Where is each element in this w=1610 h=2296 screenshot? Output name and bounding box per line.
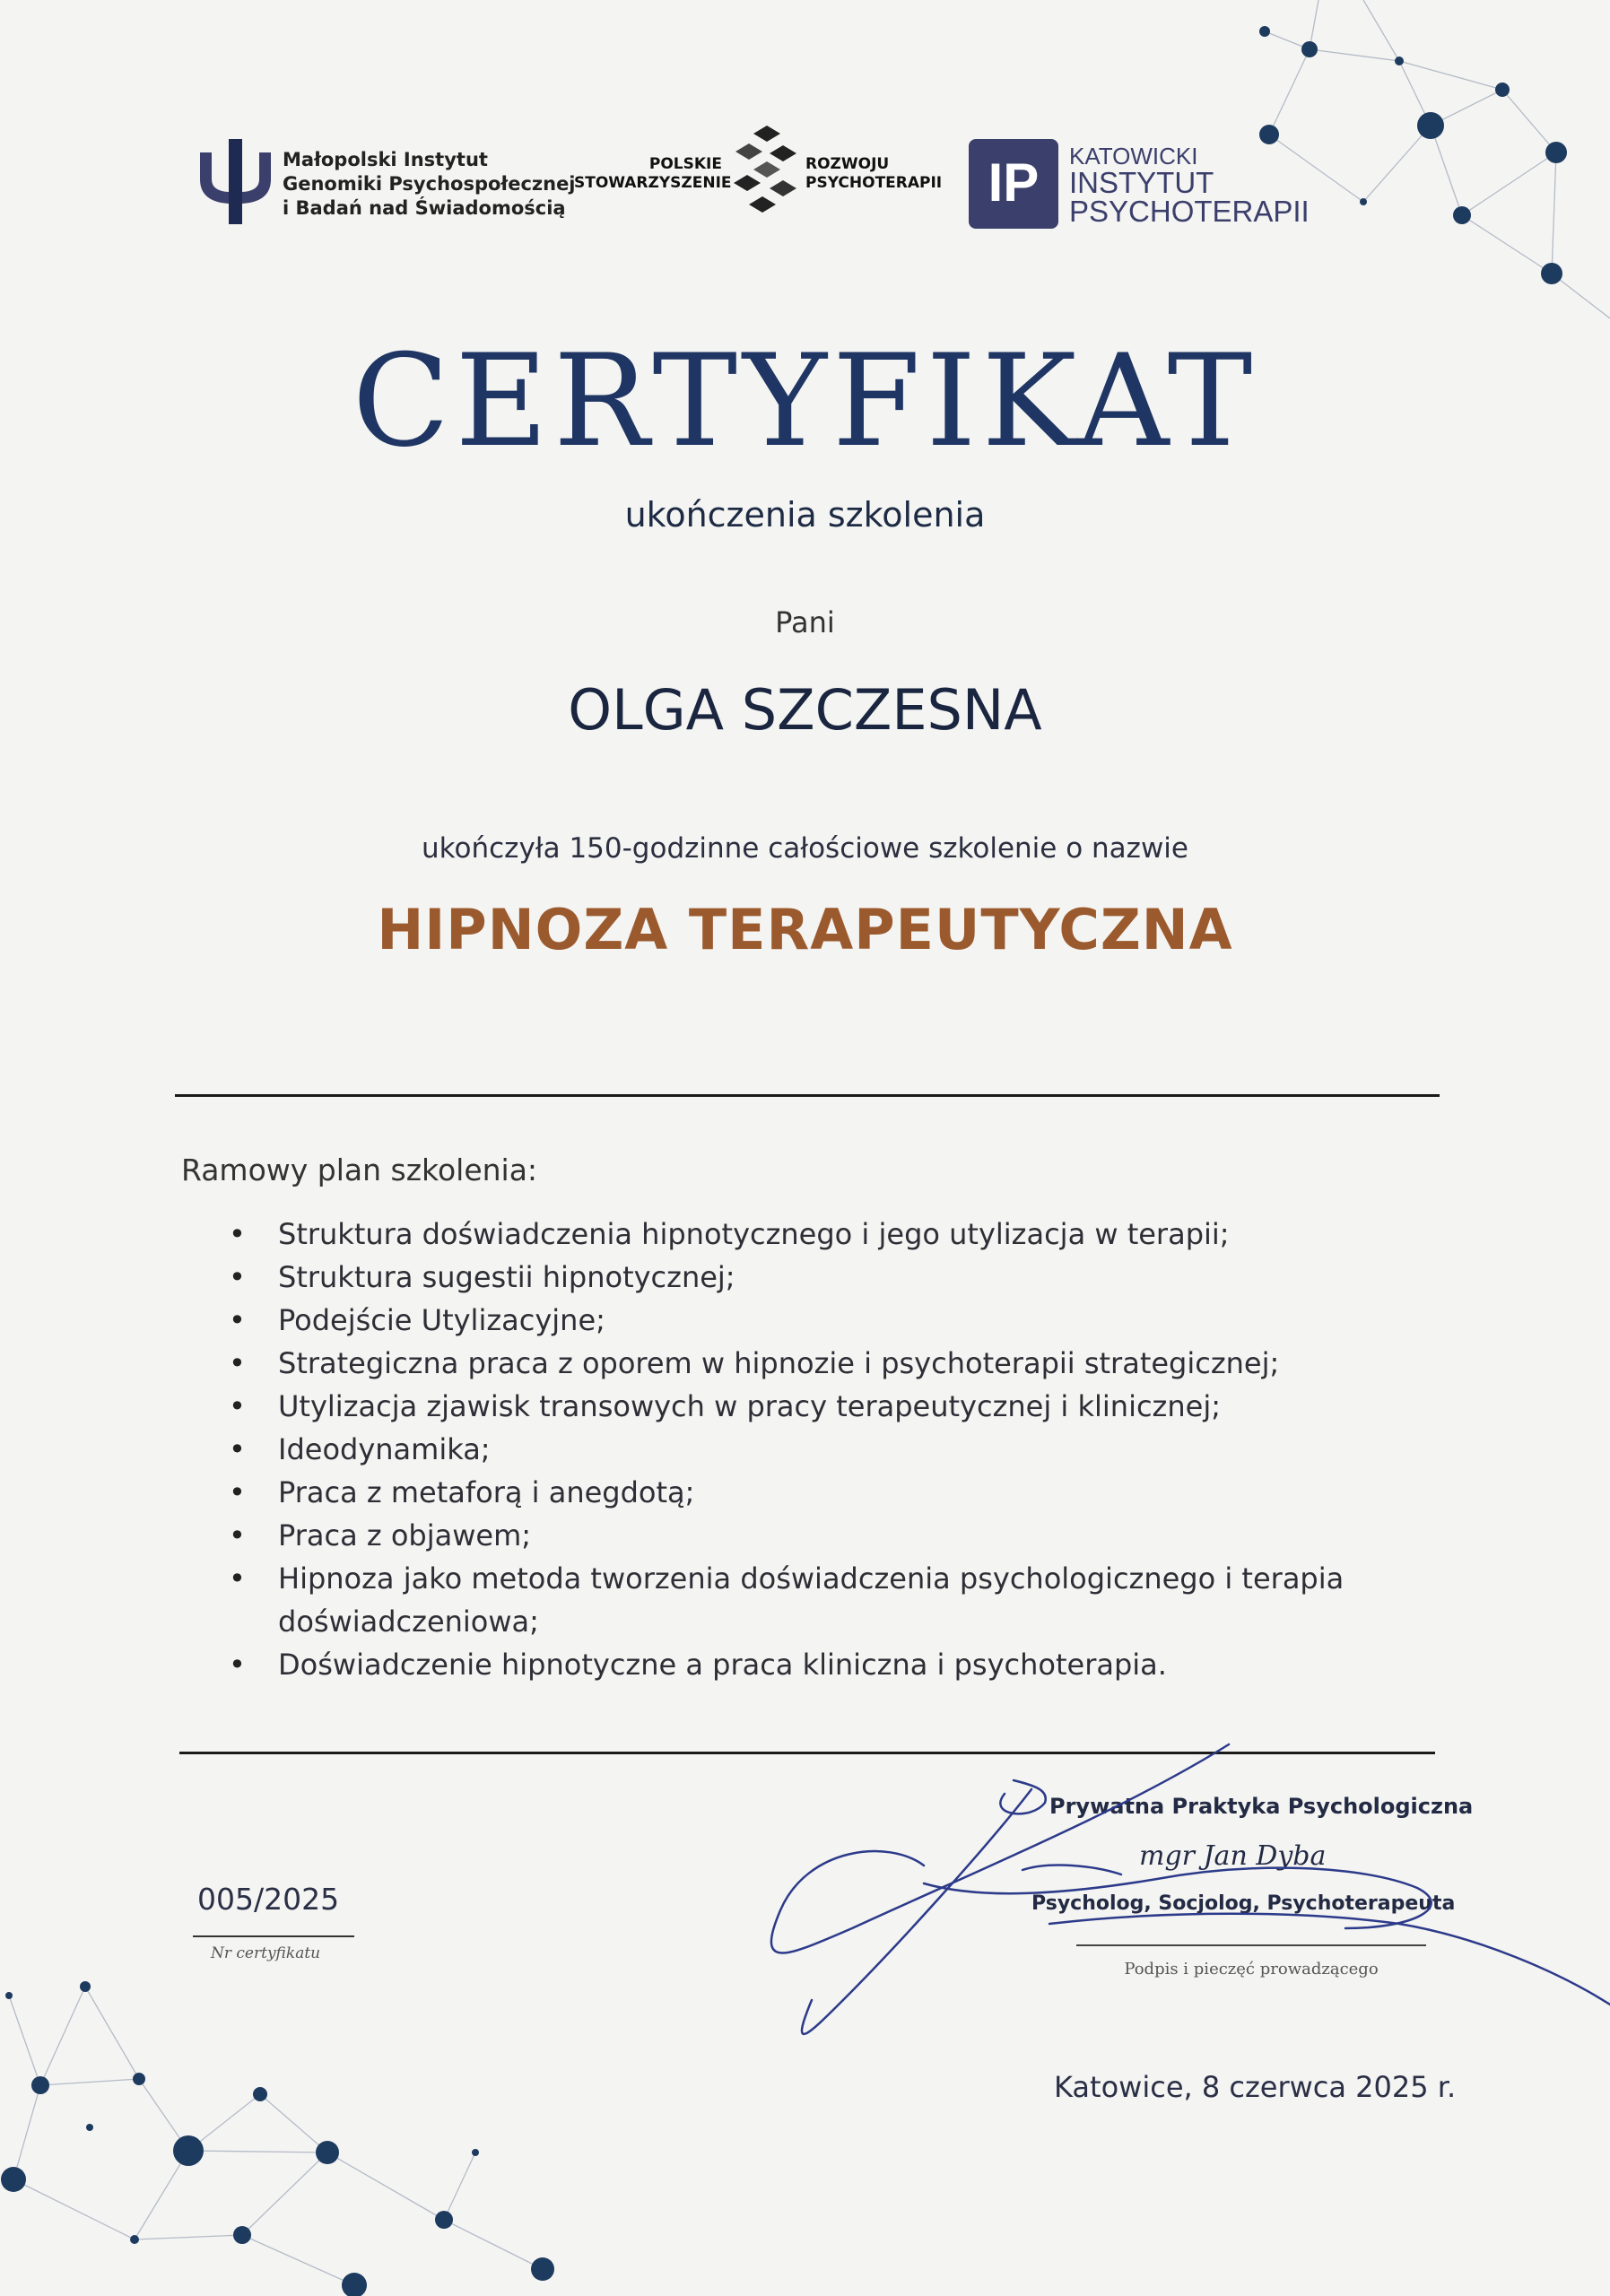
- certificate-number: 005/2025: [197, 1882, 340, 1917]
- plan-item: • Struktura sugestii hipnotycznej;: [229, 1256, 1350, 1299]
- mipg-logo: [193, 139, 576, 229]
- psrp-left-2: STOWARZYSZENIE: [574, 174, 732, 192]
- mipg-line-2: Genomiki Psychospołecznej: [283, 173, 576, 195]
- plan-item: • Doświadczenie hipnotyczne a praca kliniczna i psychoterapia.: [229, 1643, 1350, 1686]
- kip-logo: [969, 139, 1345, 233]
- plan-list: [229, 1213, 1350, 1686]
- plan-item: • Hipnoza jako metoda tworzenia doświadczenia psychologicznego i terapia doświadczeniowa;: [229, 1557, 1350, 1643]
- plan-item: • Praca z objawem;: [229, 1514, 1350, 1557]
- plan-item: • Praca z metaforą i anegdotą;: [229, 1471, 1350, 1514]
- certificate-subtitle: ukończenia szkolenia: [624, 495, 986, 535]
- certificate-number-label: Nr certyfikatu: [211, 1944, 321, 1962]
- certificate-title: CERTYFIKAT: [352, 327, 1258, 475]
- stamp-line-3: Psycholog, Socjolog, Psychoterapeuta: [1031, 1892, 1456, 1915]
- recipient-name: OLGA SZCZESNA: [568, 677, 1042, 743]
- divider-top: [175, 1094, 1440, 1097]
- course-name: HIPNOZA TERAPEUTYCZNA: [377, 897, 1233, 962]
- signature-line: [1076, 1944, 1426, 1946]
- plan-item: • Utylizacja zjawisk transowych w pracy terapeutycznej i klinicznej;: [229, 1385, 1350, 1428]
- kip-badge: IP: [969, 139, 1058, 229]
- psi-icon: [193, 139, 278, 224]
- certificate-number-line: [193, 1935, 354, 1937]
- plan-item: • Strategiczna praca z oporem w hipnozie i psychoterapii strategicznej;: [229, 1342, 1350, 1385]
- plan-item: • Podejście Utylizacyjne;: [229, 1299, 1350, 1342]
- plan-item: • Struktura doświadczenia hipnotycznego i jego utylizacja w terapii;: [229, 1213, 1350, 1256]
- psrp-right-2: PSYCHOTERAPII: [805, 174, 943, 192]
- stamp-line-1: Prywatna Praktyka Psychologiczna: [1049, 1794, 1474, 1819]
- plan-item: • Ideodynamika;: [229, 1428, 1350, 1471]
- kip-line-1: KATOWICKI: [1069, 143, 1198, 170]
- salutation: Pani: [775, 605, 835, 639]
- divider-bottom: [179, 1752, 1435, 1754]
- place-date: Katowice, 8 czerwca 2025 r.: [1054, 2070, 1457, 2104]
- mipg-line-1: Małopolski Instytut: [283, 149, 488, 170]
- psrp-left-1: POLSKIE: [648, 155, 722, 173]
- completion-text: ukończyła 150-godzinne całościowe szkolenie o nazwie: [422, 832, 1188, 865]
- kip-line-3: PSYCHOTERAPII: [1069, 195, 1310, 228]
- kip-line-2: INSTYTUT: [1069, 166, 1214, 199]
- psrp-mark-icon: [731, 121, 803, 220]
- psrp-right-1: ROZWOJU: [805, 155, 890, 173]
- mipg-line-3: i Badań nad Świadomością: [283, 197, 566, 219]
- psrp-logo: [574, 121, 951, 220]
- stamp-line-2: mgr Jan Dyba: [1139, 1840, 1327, 1872]
- signature-label: Podpis i pieczęć prowadzącego: [1124, 1960, 1379, 1979]
- plan-heading: Ramowy plan szkolenia:: [181, 1152, 538, 1187]
